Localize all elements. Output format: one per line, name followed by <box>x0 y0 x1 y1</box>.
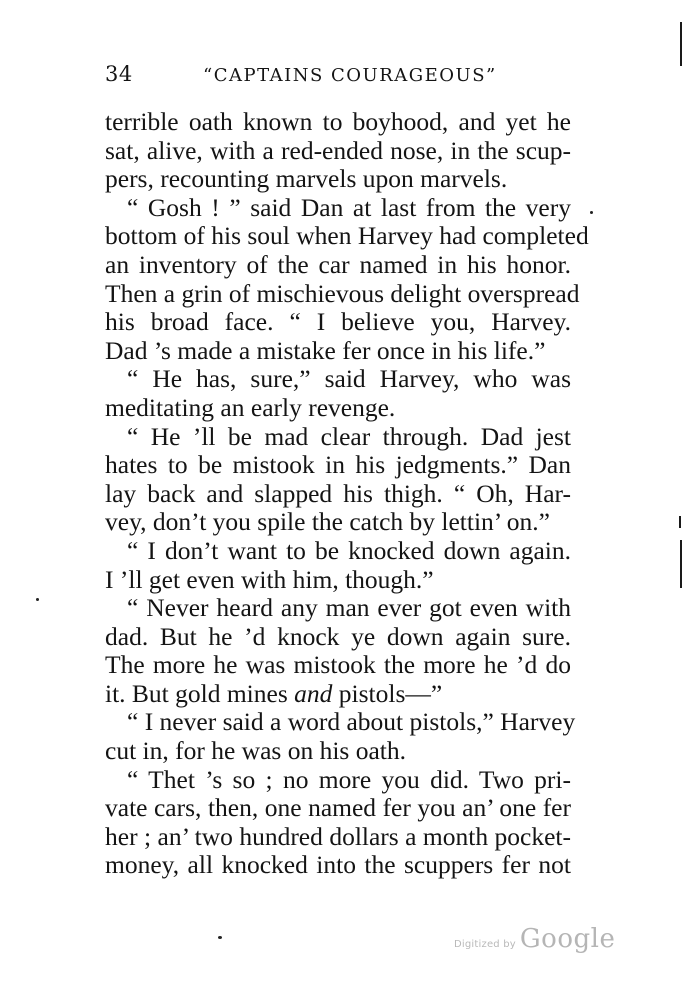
text-line: dad. But he ’d knock ye down again sure. <box>105 621 571 651</box>
google-logo: Google <box>519 924 616 954</box>
text-line: vate cars, then, one named fer you an’ one fer <box>105 793 571 823</box>
text-line: “ Never heard any man ever got even with <box>127 593 571 623</box>
body-text <box>105 107 589 880</box>
scan-edge-mark <box>680 22 682 66</box>
text-line: “ He has, sure,” said Harvey, who was <box>127 364 571 394</box>
text-line: cut in, for he was on his oath. <box>105 736 406 766</box>
page-number: 34 <box>105 62 133 86</box>
text-run: pistols—” <box>332 678 443 708</box>
text-line: meditating an early revenge. <box>105 392 396 422</box>
text-line: vey, don’t you spile the catch by lettin’ on.” <box>105 507 550 537</box>
text-line: “ I don’t want to be knocked down again. <box>127 535 571 565</box>
text-line: sat, alive, with a red-ended nose, in the scup- <box>105 135 571 165</box>
text-line-mixed <box>105 680 571 709</box>
text-line: I ’ll get even with him, though.” <box>105 564 434 594</box>
text-line: terrible oath known to boyhood, and yet he <box>105 107 571 136</box>
text-line: an inventory of the car named in his honor. <box>105 249 571 279</box>
text-line: pers, recounting marvels upon marvels. <box>105 164 508 194</box>
text-line: her ; an’ two hundred dollars a month pocket- <box>105 821 571 851</box>
text-line: Then a grin of mischievous delight overspread <box>105 278 580 308</box>
running-head <box>105 62 571 92</box>
text-line: “ Thet ’s so ; no more you did. Two pri- <box>127 764 571 794</box>
scan-speck <box>218 936 222 939</box>
scan-edge-mark <box>679 516 681 528</box>
text-line: bottom of his soul when Harvey had completed <box>105 221 589 251</box>
text-line: Dad ’s made a mistake fer once in his life.” <box>105 335 546 365</box>
text-line: his broad face. “ I believe you, Harvey. <box>105 307 571 337</box>
text-run: it. But gold mines <box>105 678 295 708</box>
text-line: “ Gosh ! ” said Dan at last from the very <box>127 192 571 222</box>
running-title: “CAPTAINS COURAGEOUS” <box>203 65 497 86</box>
text-line: money, all knocked into the scuppers fer not <box>105 850 571 880</box>
text-line: “ I never said a word about pistols,” Harvey <box>127 707 576 737</box>
scan-speck <box>590 211 593 214</box>
text-line: “ He ’ll be mad clear through. Dad jest <box>127 421 571 451</box>
text-line: lay back and slapped his thigh. “ Oh, Har- <box>105 478 571 508</box>
text-line: The more he was mistook the more he ’d do <box>105 650 571 680</box>
text-line: hates to be mistook in his jedgments.” Dan <box>105 450 571 480</box>
watermark-prefix: Digitized by <box>454 939 516 950</box>
digitized-watermark <box>454 924 615 954</box>
scan-edge-mark <box>680 540 682 588</box>
italic-word: and <box>294 678 333 708</box>
scan-speck <box>36 598 39 601</box>
